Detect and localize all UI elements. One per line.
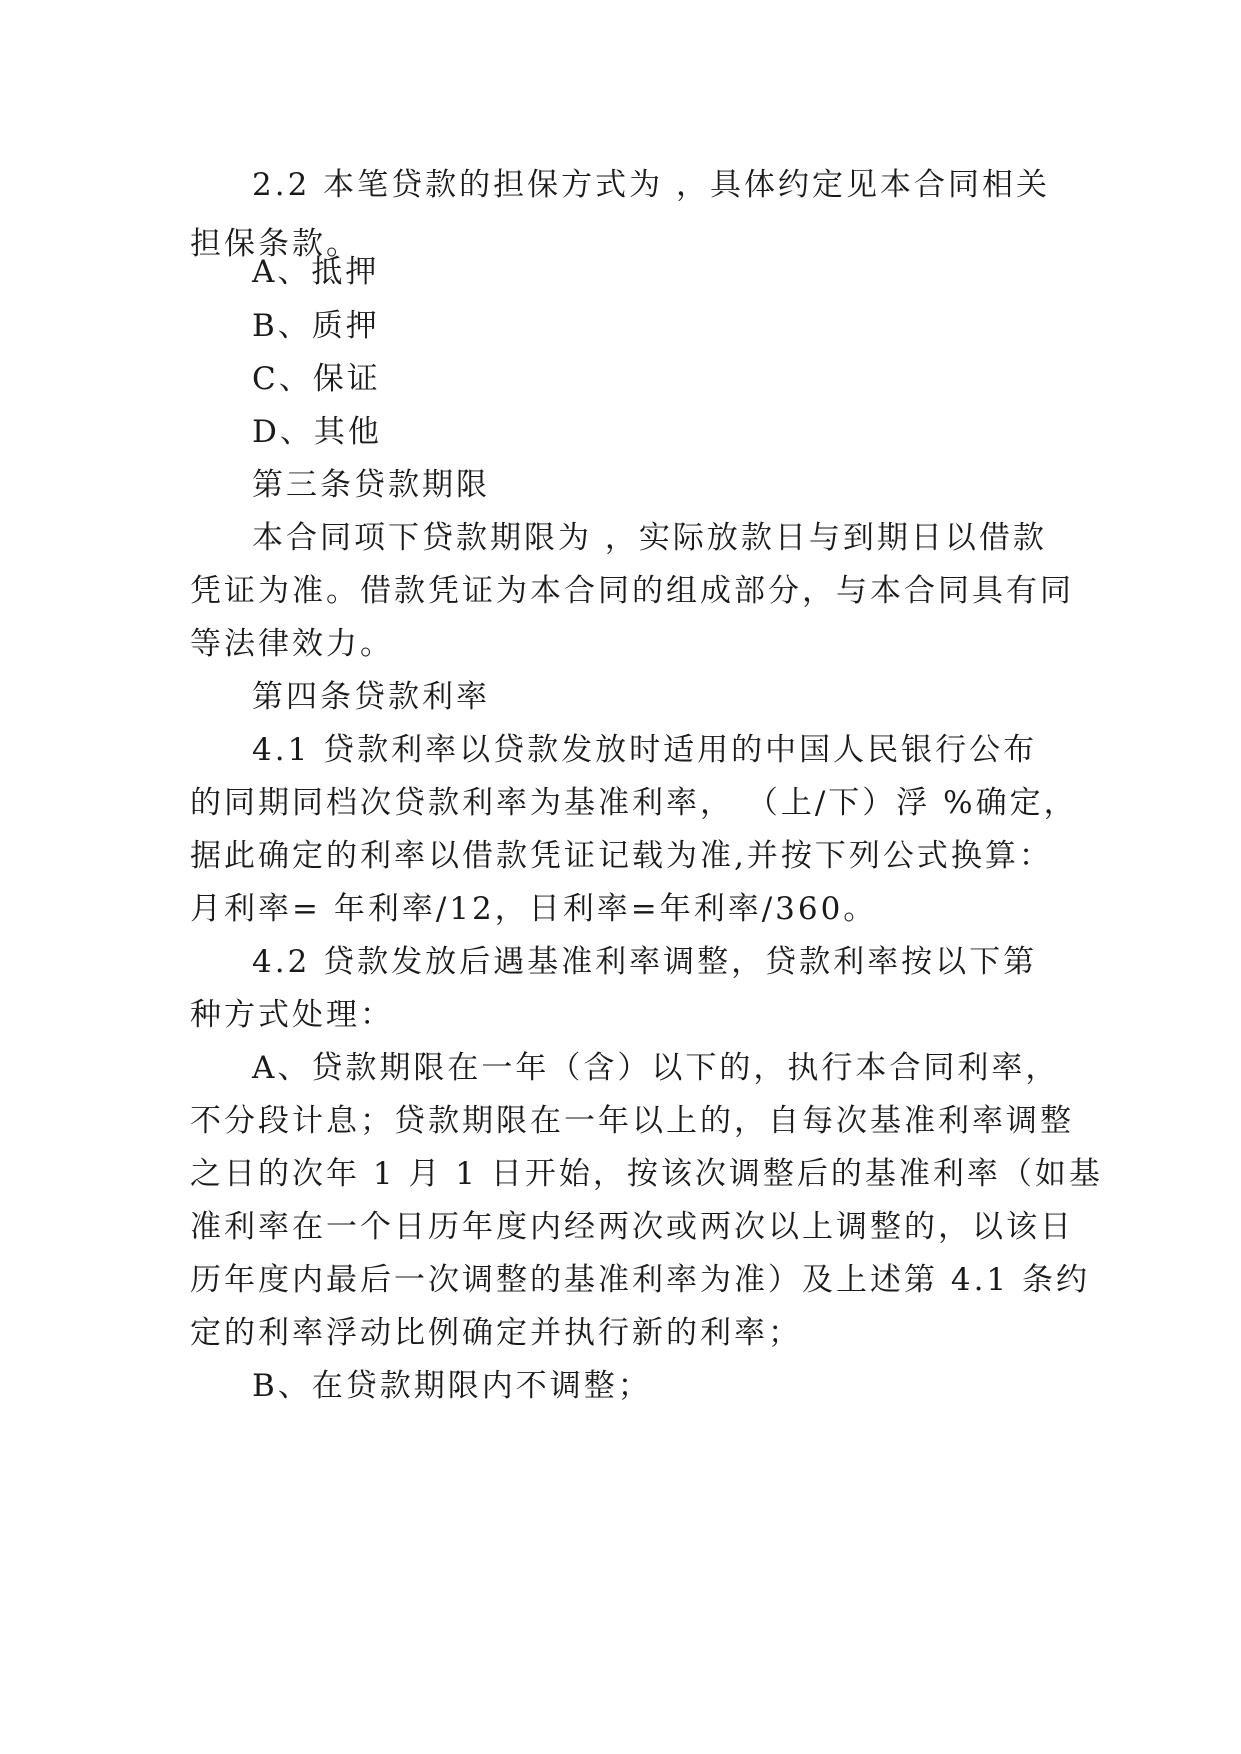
clause-4-1-line-1: 4.1 贷款利率以贷款发放时适用的中国人民银行公布 (252, 732, 1038, 768)
option-a-mortgage: A、抵押 (252, 254, 380, 290)
option-d-other: D、其他 (252, 414, 382, 450)
clause-4-2-option-a-line-3: 之日的次年 1 月 1 日开始，按该次调整后的基准利率（如基 (190, 1156, 1103, 1192)
option-c-guarantee: C、保证 (252, 361, 381, 397)
article-3-line-1: 本合同项下贷款期限为 ，实际放款日与到期日以借款 (252, 520, 1047, 556)
article-3-heading: 第三条贷款期限 (252, 467, 490, 503)
clause-4-2-option-b: B、在贷款期限内不调整； (252, 1368, 652, 1404)
clause-4-2-line-1: 4.2 贷款发放后遇基准利率调整，贷款利率按以下第 (252, 944, 1038, 980)
article-4-heading: 第四条贷款利率 (252, 679, 490, 715)
clause-4-2-option-a-line-5: 历年度内最后一次调整的基准利率为准）及上述第 4.1 条约 (190, 1262, 1091, 1298)
clause-4-2-line-2: 种方式处理： (190, 997, 394, 1033)
article-3-line-2: 凭证为准。借款凭证为本合同的组成部分，与本合同具有同 (190, 573, 1074, 609)
clause-4-1-line-3: 据此确定的利率以借款凭证记载为准,并按下列公式换算： (190, 838, 1053, 874)
clause-4-2-option-a-line-1: A、贷款期限在一年（含）以下的，执行本合同利率， (252, 1050, 1060, 1086)
article-3-line-3: 等法律效力。 (190, 626, 394, 662)
clause-4-1-line-2: 的同期同档次贷款利率为基准利率， （上/下）浮 %确定， (190, 785, 1078, 821)
clause-4-2-option-a-line-6: 定的利率浮动比例确定并执行新的利率； (190, 1315, 802, 1351)
clause-4-2-option-a-line-2: 不分段计息；贷款期限在一年以上的，自每次基准利率调整 (190, 1103, 1074, 1139)
clause-4-1-line-4: 月利率= 年利率/12，日利率=年利率/360。 (190, 891, 878, 927)
clause-2-2-line-1: 2.2 本笔贷款的担保方式为 ，具体约定见本合同相关 (252, 167, 1051, 203)
option-b-pledge: B、质押 (252, 308, 380, 344)
clause-2-2-line-2: 担保条款。 (190, 226, 360, 262)
clause-4-2-option-a-line-4: 准利率在一个日历年度内经两次或两次以上调整的，以该日 (190, 1209, 1074, 1245)
